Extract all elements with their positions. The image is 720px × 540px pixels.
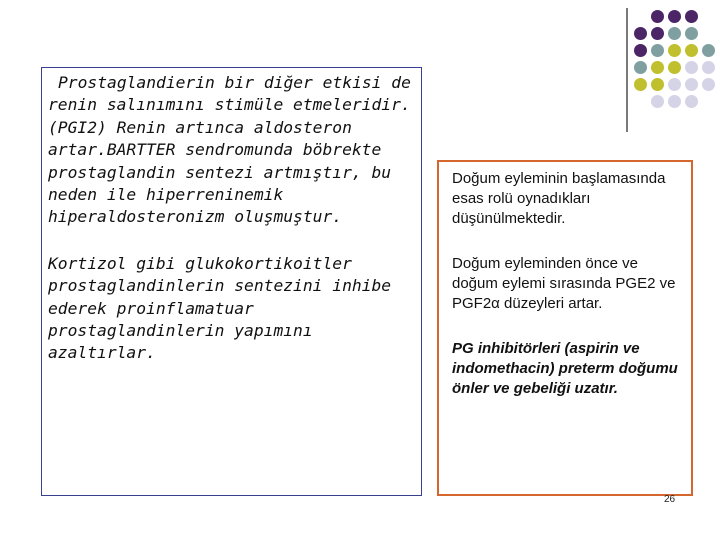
decorative-dot [685, 95, 698, 108]
decorative-dot [685, 27, 698, 40]
right-paragraph-pg-inhibitorleri: PG inhibitörleri (aspirin ve indomethacin) preterm doğumu önler ve gebeliği uzatır. [452, 340, 678, 397]
decorative-dot [685, 78, 698, 91]
decorative-dot [651, 44, 664, 57]
page-number: 26 [664, 494, 676, 505]
decorative-dot [702, 61, 715, 74]
decorative-vertical-line [626, 8, 628, 132]
left-text-box [41, 67, 422, 496]
decorative-dot [634, 27, 647, 40]
left-paragraph-renin: Prostaglandierin bir diğer etkisi de renin salınımını stimüle etmeleridir.(PGI2) Renin artınca aldosteron artar.BARTTER sendromunda böbrekte prostaglandin sentezi artmıştır, bu neden ile hiperreninemik hiperaldosteronizm oluşmuştur. [48, 73, 411, 227]
decorative-dot [634, 61, 647, 74]
decorative-dot [651, 95, 664, 108]
decorative-dot [685, 10, 698, 23]
decorative-dot [634, 44, 647, 57]
right-text-box [437, 160, 693, 496]
decorative-dot-grid [626, 10, 720, 120]
decorative-dot [651, 27, 664, 40]
decorative-dot [651, 61, 664, 74]
decorative-dot [651, 10, 664, 23]
decorative-dot [702, 78, 715, 91]
decorative-dot [668, 61, 681, 74]
decorative-dot [668, 44, 681, 57]
decorative-dot [702, 44, 715, 57]
decorative-dot [634, 78, 647, 91]
right-paragraph-dogum-baslangic: Doğum eyleminin başlamasında esas rolü oynadıkları düşünülmektedir. [452, 170, 666, 227]
decorative-dot [668, 78, 681, 91]
right-paragraph-pge2-pgf2: Doğum eyleminden önce ve doğum eylemi sırasında PGE2 ve PGF2α düzeyleri artar. [452, 255, 676, 312]
decorative-dot [668, 10, 681, 23]
left-paragraph-kortizol: Kortizol gibi glukokortikoitler prostaglandinlerin sentezini inhibe ederek proinflamatuar prostaglandinlerin yapımını azaltırlar. [48, 253, 392, 363]
decorative-dot [651, 78, 664, 91]
decorative-dot [668, 95, 681, 108]
decorative-dot [685, 44, 698, 57]
decorative-dot [668, 27, 681, 40]
decorative-dot [685, 61, 698, 74]
